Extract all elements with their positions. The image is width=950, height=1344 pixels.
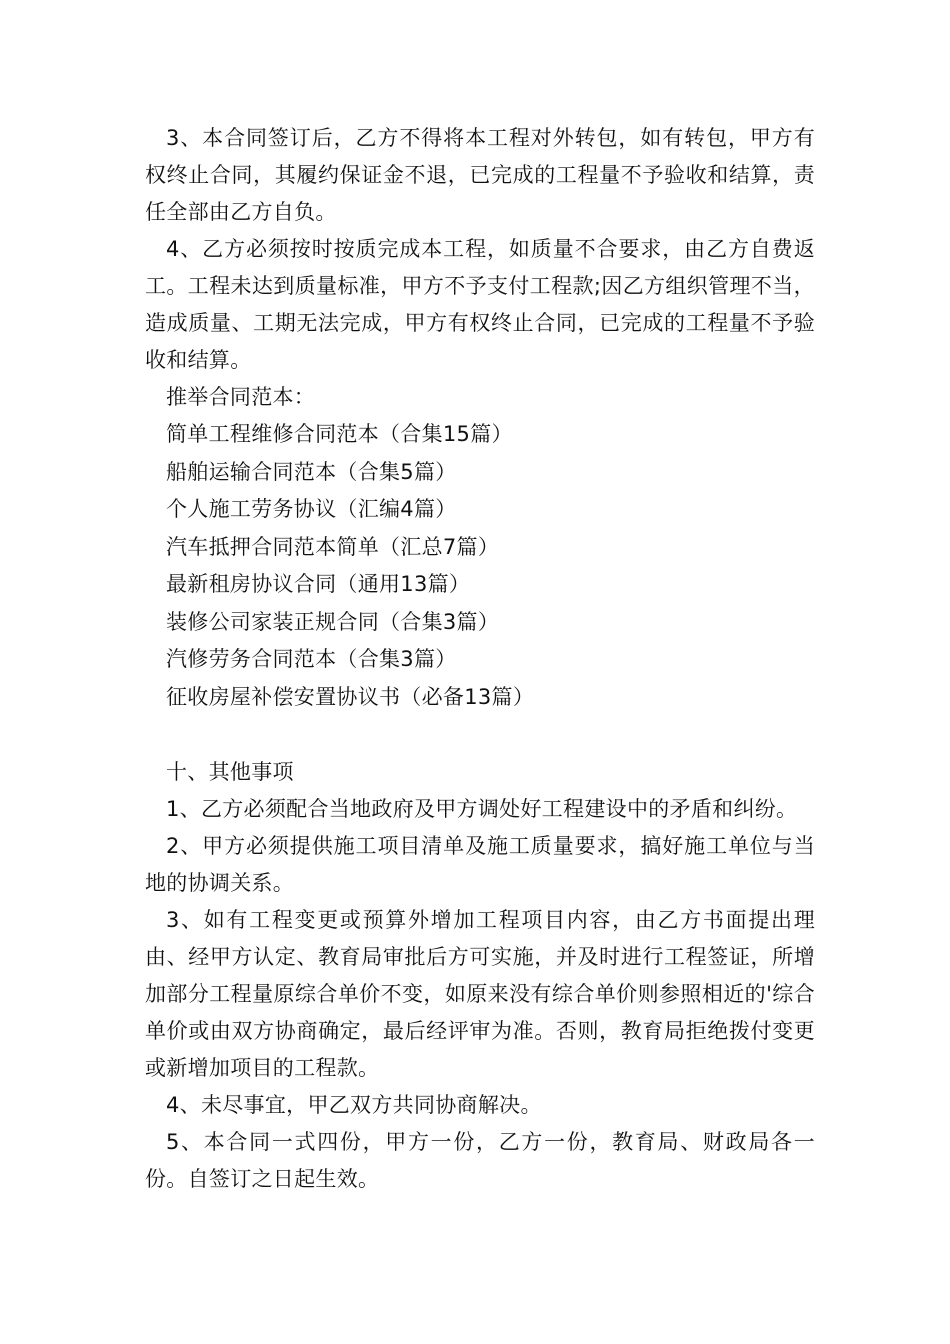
recommend-item[interactable]: 个人施工劳务协议（汇编4篇） <box>166 497 457 521</box>
recommend-item[interactable]: 装修公司家装正规合同（合集3篇） <box>166 609 500 634</box>
other-clause-3: 3、如有工程变更或预算外增加工程项目内容，由乙方书面提出理由、经甲方认定、教育局审批后方可实施，并及时进行工程签证，所增加部分工程量原综合单价不变，如原来没有综合单价则参照相近的'综合单价或由双方协商确定，最后经评审为准。否则，教育局拒绝拨付变更或新增加项目的工程款。 <box>145 908 815 1080</box>
recommend-title: 推举合同范本： <box>166 385 316 409</box>
recommend-item[interactable]: 征收房屋补偿安置协议书（必备13篇） <box>166 684 535 709</box>
clause-3: 3、本合同签订后，乙方不得将本工程对外转包，如有转包，甲方有权终止合同，其履约保证金不退，已完成的工程量不予验收和结算，责任全部由乙方自负。 <box>145 126 815 224</box>
recommend-item[interactable]: 船舶运输合同范本（合集5篇） <box>166 459 457 484</box>
other-clause-5: 5、本合同一式四份，甲方一份，乙方一份，教育局、财政局各一份。自签订之日起生效。 <box>145 1130 815 1191</box>
document-body <box>145 120 815 1198</box>
spacer <box>145 716 815 754</box>
clause-4: 4、乙方必须按时按质完成本工程，如质量不合要求，由乙方自费返工。工程未达到质量标准，甲方不予支付工程款;因乙方组织管理不当，造成质量、工期无法完成，甲方有权终止合同，已完成的工程量不予验收和结算。 <box>145 237 815 372</box>
other-clause-4: 4、未尽事宜，甲乙双方共同协商解决。 <box>166 1093 542 1117</box>
other-clause-2: 2、甲方必须提供施工项目清单及施工质量要求，搞好施工单位与当地的协调关系。 <box>145 834 815 895</box>
recommend-list <box>145 416 815 716</box>
recommend-item[interactable]: 简单工程维修合同范本（合集15篇） <box>166 422 513 446</box>
other-clause-1: 1、乙方必须配合当地政府及甲方调处好工程建设中的矛盾和纠纷。 <box>166 797 798 821</box>
recommend-item[interactable]: 汽车抵押合同范本简单（汇总7篇） <box>166 534 500 559</box>
recommend-item[interactable]: 最新租房协议合同（通用13篇） <box>166 572 471 596</box>
recommend-item[interactable]: 汽修劳务合同范本（合集3篇） <box>166 647 457 671</box>
section-title: 十、其他事项 <box>166 760 294 784</box>
